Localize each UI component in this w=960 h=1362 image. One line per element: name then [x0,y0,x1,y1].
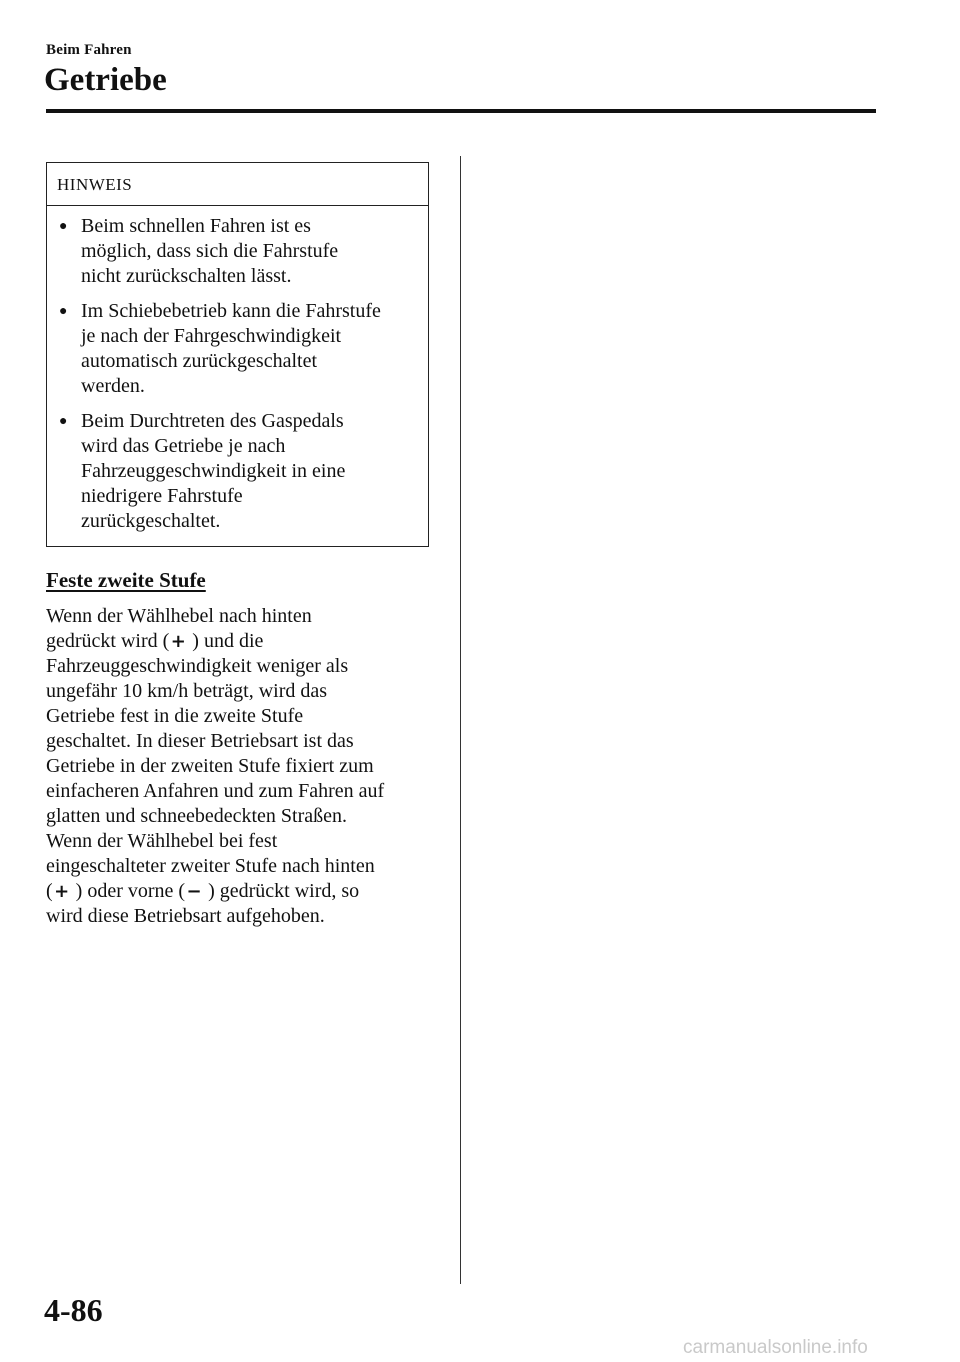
note-heading: HINWEIS [47,163,428,206]
body-text-line: glatten und schneebedeckten Straßen. [46,805,347,827]
note-box [46,162,429,547]
body-text-line: geschaltet. In dieser Betriebsart ist das [46,730,354,752]
section-heading: Feste zweite Stufe [46,568,206,592]
watermark: carmanualsonline.info [683,1337,868,1358]
page-title: Getriebe [44,62,167,98]
body-text-line: ) oder vorne ( [70,880,186,902]
note-item-line: wird das Getriebe je nach [81,435,286,457]
body-text-line: ) gedrückt wird, so [203,880,360,902]
note-item-line: werden. [81,375,145,397]
note-item-line: Beim schnellen Fahren ist es [81,215,311,237]
body-text-line: Fahrzeuggeschwindigkeit weniger als [46,655,349,677]
body-text-line: Getriebe fest in die zweite Stufe [46,705,304,727]
page-number: 4-86 [44,1292,103,1328]
note-item-line: zurückgeschaltet. [81,510,221,532]
section-body [46,604,446,929]
note-item-line: je nach der Fahrgeschwindigkeit [81,325,342,347]
bullet-icon: ● [59,304,68,319]
body-text-line: gedrückt wird ( [46,630,170,652]
bullet-icon: ● [59,219,68,234]
plus-icon: + [54,881,70,902]
bullet-icon: ● [59,414,68,429]
body-text-line: ) und die [187,630,264,652]
body-text-line: einfacheren Anfahren und zum Fahren auf [46,780,385,802]
body-text-line: Wenn der Wählhebel bei fest [46,830,278,852]
note-item-line: niedrigere Fahrstufe [81,485,243,507]
column-divider [460,156,461,1284]
note-item-line: automatisch zurückgeschaltet [81,350,318,372]
note-item [57,409,422,534]
body-text-line: wird diese Betriebsart aufgehoben. [46,905,325,927]
body-text-line: ( [46,880,53,902]
note-list [47,206,428,534]
plus-icon: + [170,631,186,652]
body-text-line: ungefähr 10 km/h beträgt, wird das [46,680,328,702]
section-label: Beim Fahren [46,42,132,58]
note-item [57,214,422,289]
note-item-line: möglich, dass sich die Fahrstufe [81,240,339,262]
body-text-line: eingeschalteter zweiter Stufe nach hinten [46,855,375,877]
title-rule [46,109,876,113]
body-text-line: Getriebe in der zweiten Stufe fixiert zum [46,755,374,777]
note-item-line: Im Schiebebetrieb kann die Fahrstufe [81,300,381,322]
note-item-line: Fahrzeuggeschwindigkeit in eine [81,460,346,482]
note-item-line: nicht zurückschalten lässt. [81,265,292,287]
minus-icon: − [186,881,202,902]
note-item-line: Beim Durchtreten des Gaspedals [81,410,344,432]
body-text-line: Wenn der Wählhebel nach hinten [46,605,312,627]
note-item [57,299,422,399]
